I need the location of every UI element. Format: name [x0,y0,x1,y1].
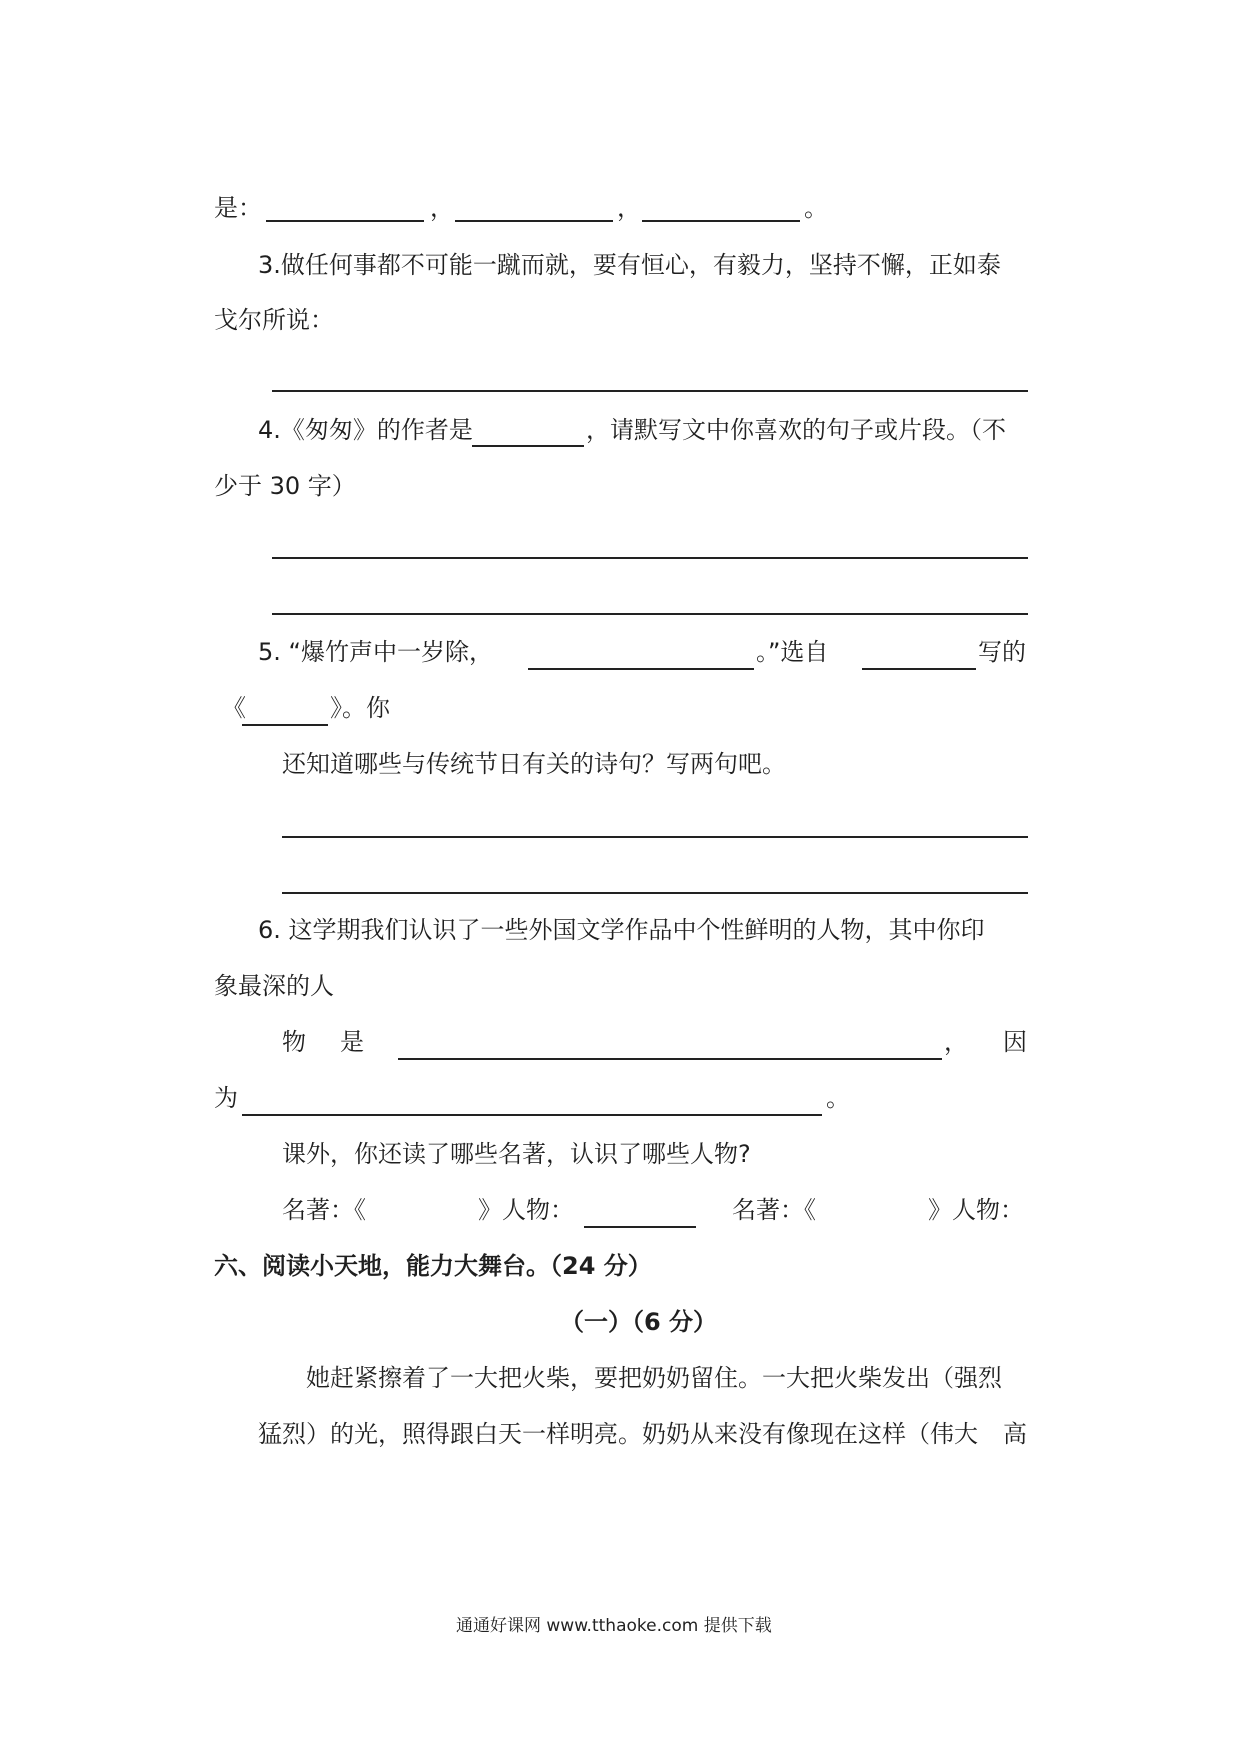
period: 。 [804,194,828,222]
comma: ， [430,194,454,222]
line-label: 是： [214,194,262,222]
blank-character[interactable] [398,1058,942,1060]
question-6-text: 6. 这学期我们认识了一些外国文学作品中个性鲜明的人物，其中你印 [258,916,985,944]
answer-line[interactable] [272,390,1028,392]
book-mark-open: 《 [222,694,246,722]
answer-line[interactable] [272,557,1028,559]
blank-character-name[interactable] [584,1226,696,1228]
blank-line[interactable] [455,220,613,222]
reading-passage-option: 高 [1003,1420,1027,1448]
comma: ， [944,1028,968,1056]
question-4-text-cont: ，请默写文中你喜欢的句子或片段。（不 [586,416,1006,444]
book-label: 名著：《 [732,1196,816,1224]
answer-line[interactable] [282,892,1028,894]
question-6-char: 为 [214,1084,238,1112]
reading-passage: 她赶紧擦着了一大把火柴，要把奶奶留住。一大把火柴发出（强烈 [306,1364,1002,1392]
character-label: 》人物： [478,1196,574,1224]
section-heading: 六、阅读小天地，能力大舞台。（24 分） [214,1252,652,1280]
question-4-text: 4.《匆匆》的作者是 [258,416,473,444]
question-5-text-cont: 写的 [978,638,1026,666]
question-6-text-cont: 象最深的人 [214,972,334,1000]
blank-poet[interactable] [862,668,976,670]
reading-passage-cont: 猛烈）的光，照得跟白天一样明亮。奶奶从来没有像现在这样（伟大 [258,1420,978,1448]
question-5-text: 5. “爆竹声中一岁除， [258,638,493,666]
question-5-subquestion: 还知道哪些与传统节日有关的诗句？写两句吧。 [282,750,786,778]
question-6-char: 是 [340,1028,364,1056]
blank-poem-line[interactable] [528,668,754,670]
blank-author[interactable] [472,445,584,447]
period: 。 [826,1084,850,1112]
part-heading: （一）（6 分） [560,1308,718,1336]
question-5-text-cont: 》。你 [330,694,390,722]
answer-line[interactable] [282,836,1028,838]
blank-title[interactable] [242,724,328,726]
character-label: 》人物： [928,1196,1024,1224]
question-4-text-cont2: 少于 30 字） [214,472,356,500]
question-6-subquestion: 课外，你还读了哪些名著，认识了哪些人物? [282,1140,751,1168]
answer-line[interactable] [272,613,1028,615]
page-footer: 通通好课网 www.tthaoke.com 提供下载 [456,1616,772,1636]
question-3-text-cont: 戈尔所说： [214,306,334,334]
comma: ， [617,194,641,222]
book-label: 名著：《 [282,1196,366,1224]
blank-reason[interactable] [242,1114,822,1116]
question-6-char: 因 [1003,1028,1027,1056]
blank-line[interactable] [266,220,424,222]
question-6-char: 物 [282,1028,306,1056]
question-3-text: 3.做任何事都不可能一蹴而就，要有恒心，有毅力，坚持不懈，正如泰 [258,251,1001,279]
blank-line[interactable] [642,220,800,222]
question-5-text-cont: 。”选自 [756,638,829,666]
